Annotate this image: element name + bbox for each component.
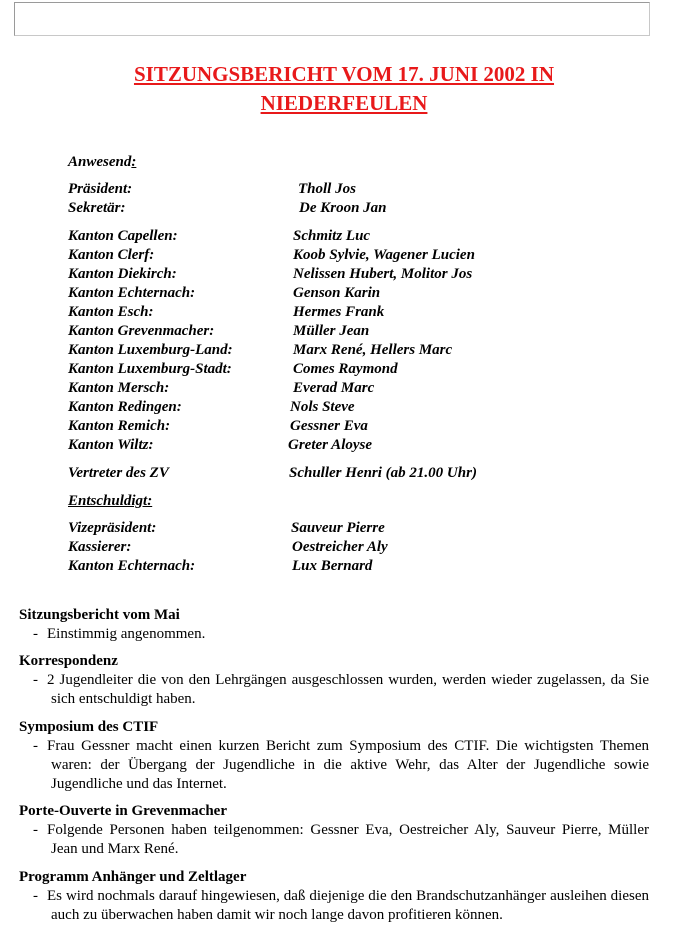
section-text: Einstimmig angenommen. bbox=[47, 626, 206, 642]
role: Kanton Remich: bbox=[68, 418, 171, 434]
person: Marx René, Hellers Marc bbox=[293, 342, 453, 358]
section-heading: Korrespondenz bbox=[19, 653, 118, 669]
section-text: Es wird nochmals darauf hingewiesen, daß diejenige die den Brandschutzanhänger ausleihen diesen auch zu überwachen haben damit wir noch lange davon profitieren können. bbox=[47, 888, 649, 923]
person: Greter Aloyse bbox=[288, 437, 373, 453]
title-line-2: NIEDERFEULEN bbox=[260, 91, 428, 115]
section-program bbox=[19, 868, 649, 925]
bullet-dash: - bbox=[33, 672, 38, 688]
section-heading: Sitzungsbericht vom Mai bbox=[19, 607, 180, 623]
section-body bbox=[19, 887, 649, 925]
page-title bbox=[0, 60, 688, 118]
person: Müller Jean bbox=[293, 323, 370, 339]
bullet-dash: - bbox=[33, 888, 38, 904]
person: Hermes Frank bbox=[293, 304, 385, 320]
role: Kanton Clerf: bbox=[68, 247, 155, 263]
section-porte-ouverte bbox=[19, 802, 649, 859]
person: Gessner Eva bbox=[290, 418, 368, 434]
role: Kanton Echternach: bbox=[68, 285, 196, 301]
bullet-dash: - bbox=[33, 822, 38, 838]
section-text: Folgende Personen haben teilgenommen: Gessner Eva, Oestreicher Aly, Sauveur Pierre, Müller Jean und Marx René. bbox=[47, 822, 649, 857]
person: Tholl Jos bbox=[298, 181, 356, 197]
section-body bbox=[19, 625, 649, 644]
role: Kassierer: bbox=[68, 539, 132, 555]
role: Sekretär: bbox=[68, 200, 126, 216]
section-body bbox=[19, 821, 649, 859]
title-line-1: SITZUNGSBERICHT VOM 17. JUNI 2002 IN bbox=[133, 62, 555, 86]
role: Kanton Luxemburg-Land: bbox=[68, 342, 233, 358]
person: Sauveur Pierre bbox=[291, 520, 385, 536]
person: Nols Steve bbox=[290, 399, 355, 415]
person: Schuller Henri (ab 21.00 Uhr) bbox=[289, 465, 477, 481]
role: Präsident: bbox=[68, 181, 133, 197]
role: Kanton Mersch: bbox=[68, 380, 170, 396]
section-text: 2 Jugendleiter die von den Lehrgängen ausgeschlossen wurden, werden wieder zugelassen, da Sie sich entschuldigt haben. bbox=[47, 672, 649, 707]
person: Schmitz Luc bbox=[293, 228, 371, 244]
header-box bbox=[14, 2, 650, 36]
person: Lux Bernard bbox=[292, 558, 373, 574]
present-heading bbox=[68, 153, 136, 172]
present-label: Anwesend bbox=[68, 154, 132, 170]
role: Vertreter des ZV bbox=[68, 465, 169, 481]
person: De Kroon Jan bbox=[299, 200, 387, 216]
role: Kanton Luxemburg-Stadt: bbox=[68, 361, 232, 377]
section-heading: Porte-Ouverte in Grevenmacher bbox=[19, 803, 227, 819]
excused-label: Entschuldigt: bbox=[68, 493, 153, 509]
section-minutes-may bbox=[19, 606, 649, 644]
person: Comes Raymond bbox=[293, 361, 398, 377]
bullet-dash: - bbox=[33, 626, 38, 642]
role: Kanton Grevenmacher: bbox=[68, 323, 215, 339]
person: Everad Marc bbox=[293, 380, 375, 396]
bullet-dash: - bbox=[33, 738, 38, 754]
role: Kanton Diekirch: bbox=[68, 266, 177, 282]
role: Kanton Wiltz: bbox=[68, 437, 154, 453]
role: Kanton Echternach: bbox=[68, 558, 196, 574]
person: Nelissen Hubert, Molitor Jos bbox=[293, 266, 473, 282]
section-body bbox=[19, 671, 649, 709]
section-body bbox=[19, 737, 649, 794]
role: Kanton Esch: bbox=[68, 304, 154, 320]
person: Oestreicher Aly bbox=[292, 539, 388, 555]
section-correspondence bbox=[19, 652, 649, 709]
role: Vizepräsident: bbox=[68, 520, 157, 536]
section-heading: Programm Anhänger und Zeltlager bbox=[19, 869, 247, 885]
person: Koob Sylvie, Wagener Lucien bbox=[293, 247, 475, 263]
role: Kanton Redingen: bbox=[68, 399, 182, 415]
role: Kanton Capellen: bbox=[68, 228, 178, 244]
section-symposium bbox=[19, 718, 649, 794]
section-heading: Symposium des CTIF bbox=[19, 719, 159, 735]
section-text: Frau Gessner macht einen kurzen Bericht zum Symposium des CTIF. Die wichtigsten Themen waren: der Übergang der Jugendliche in die aktive Wehr, das Alter der Jugendliche sowie Jugendliche und das Internet. bbox=[47, 738, 649, 792]
person: Genson Karin bbox=[293, 285, 381, 301]
present-label-suffix: : bbox=[131, 154, 137, 170]
